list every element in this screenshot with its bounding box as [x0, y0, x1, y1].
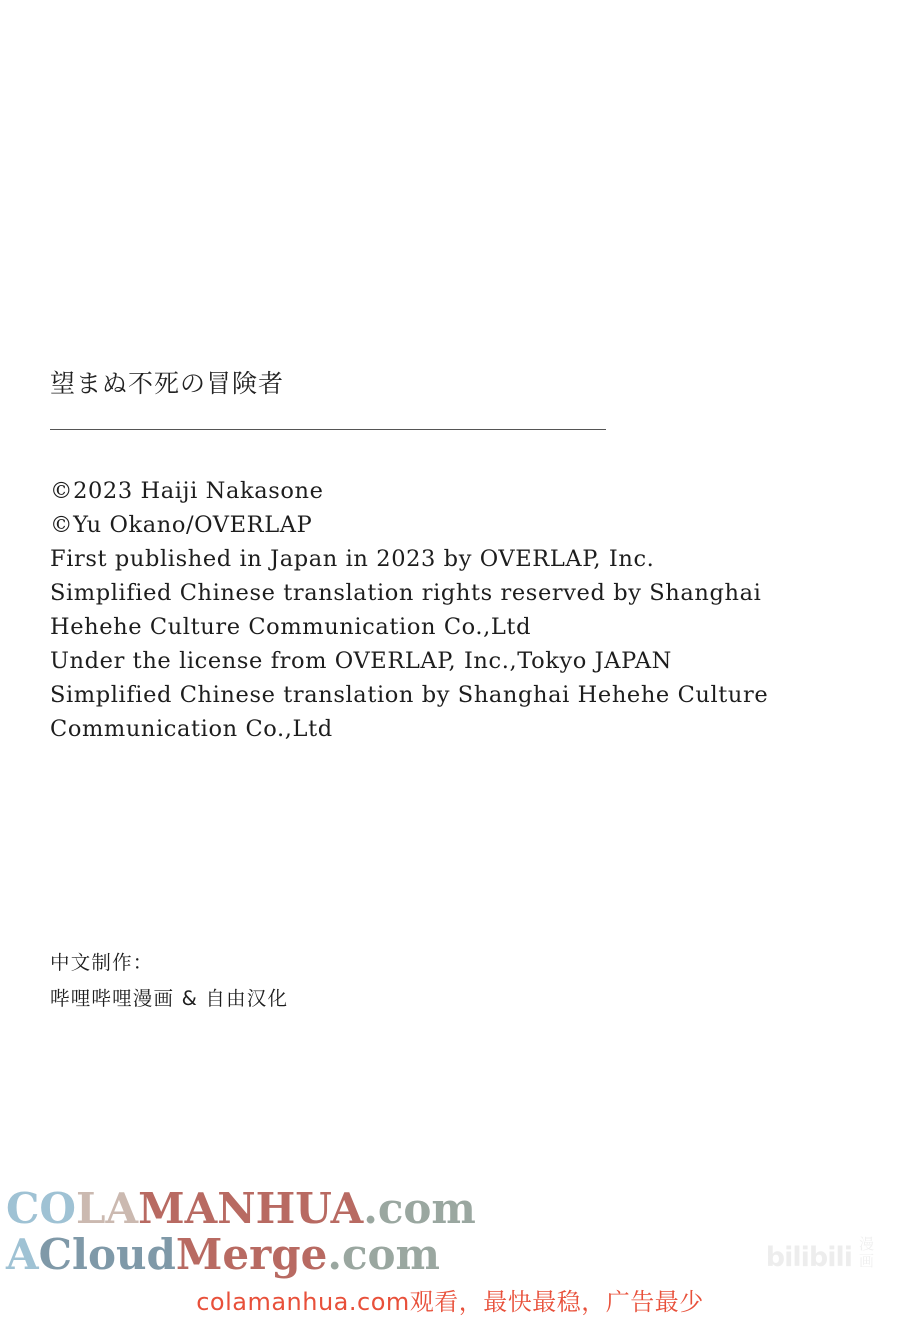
copyright-line: Simplified Chinese translation rights reserved by Shanghai [50, 580, 762, 606]
title-block [50, 368, 850, 430]
watermark-part: CO [6, 1184, 77, 1233]
watermark-part: LA [76, 1184, 139, 1233]
copyright-block [50, 474, 888, 746]
watermark-part: A [6, 1230, 39, 1279]
watermark-part: Cloud [38, 1230, 176, 1279]
copyright-line: Communication Co.,Ltd [50, 716, 333, 742]
copyright-line: ©Yu Okano/OVERLAP [50, 512, 313, 538]
copyright-line: Hehehe Culture Communication Co.,Ltd [50, 614, 532, 640]
watermark-part: Merge [175, 1230, 328, 1279]
bilibili-manga-char-1: 漫 [858, 1235, 874, 1253]
credits-block [50, 945, 650, 1017]
bilibili-manga-label [859, 1236, 874, 1271]
watermark-part: .com [363, 1184, 476, 1233]
horizontal-divider [50, 429, 606, 430]
watermark-line-1 [6, 1184, 476, 1233]
copyright-line: ©2023 Haiji Nakasone [50, 478, 324, 504]
credits-label: 中文制作： [50, 951, 154, 974]
copyright-line: First published in Japan in 2023 by OVERLAP, Inc. [50, 546, 655, 572]
bilibili-logo-text: bilibili [765, 1241, 852, 1273]
watermark-part: MANHUA [138, 1184, 364, 1233]
credits-value: 哔哩哔哩漫画 & 自由汉化 [50, 987, 289, 1010]
copyright-line: Under the license from OVERLAP, Inc.,Tokyo JAPAN [50, 648, 672, 674]
watermark-part: .com [327, 1230, 440, 1279]
copyright-line: Simplified Chinese translation by Shanghai Hehehe Culture [50, 682, 769, 708]
bilibili-manga-char-2: 画 [858, 1252, 874, 1271]
watermark-line-2 [6, 1230, 440, 1279]
page-title: 望まぬ不死の冒険者 [50, 369, 285, 398]
site-watermark [6, 1184, 476, 1279]
footer-promo-note: colamanhua.com观看，最快最稳，广告最少 [196, 1288, 704, 1316]
bilibili-manga-watermark [766, 1236, 874, 1271]
